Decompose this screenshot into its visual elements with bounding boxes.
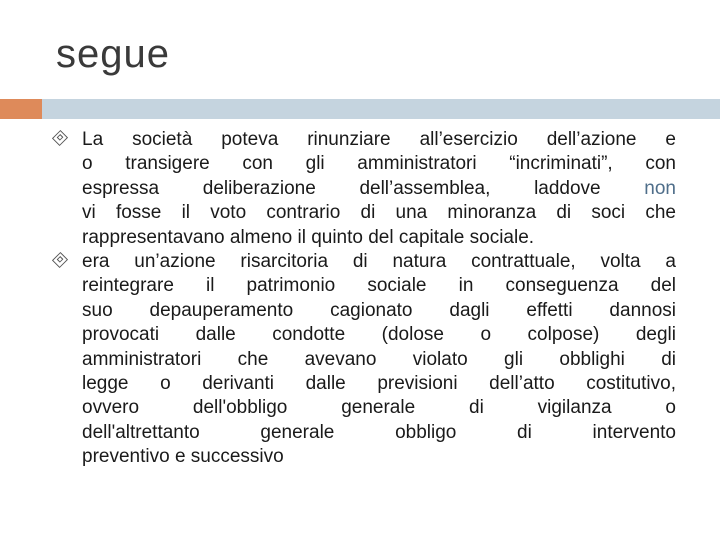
slide-title: segue xyxy=(56,32,170,76)
text-line: suo depauperamento cagionato dagli effetti dannosi xyxy=(82,299,676,321)
diamond-bullet-icon xyxy=(52,252,68,268)
text-line: La società poteva rinunziare all’esercizio dell’azione e xyxy=(82,129,676,150)
bullet-list xyxy=(54,128,676,469)
title-underline-bar xyxy=(42,99,720,119)
text-line: preventivo e successivo xyxy=(82,446,284,468)
highlighted-word: non xyxy=(644,177,676,199)
text-line: amministratori che avevano violato gli obblighi di xyxy=(82,348,676,370)
text-segment: espressa deliberazione dell’assemblea, laddove xyxy=(82,177,645,199)
bullet-item xyxy=(54,128,676,250)
diamond-bullet-icon xyxy=(52,130,68,146)
text-line: o transigere con gli amministratori “incriminati”, con xyxy=(82,153,676,175)
text-line: era un’azione risarcitoria di natura contrattuale, volta a xyxy=(82,250,676,272)
text-line: vi fosse il voto contrario di una minoranza di soci che xyxy=(82,202,676,224)
text-line: rappresentavano almeno il quinto del capitale sociale. xyxy=(82,226,535,248)
text-line: provocati dalle condotte (dolose o colpose) degli xyxy=(82,324,676,346)
text-line: ovvero dell'obbligo generale di vigilanza o xyxy=(82,397,676,419)
title-underline-accent xyxy=(0,99,42,119)
text-line: reintegrare il patrimonio sociale in conseguenza del xyxy=(82,275,676,297)
text-line: dell'altrettanto generale obbligo di intervento xyxy=(82,421,676,443)
text-line xyxy=(82,177,676,201)
text-line: legge o derivanti dalle previsioni dell’atto costitutivo, xyxy=(82,372,676,394)
bullet-item xyxy=(54,250,676,470)
